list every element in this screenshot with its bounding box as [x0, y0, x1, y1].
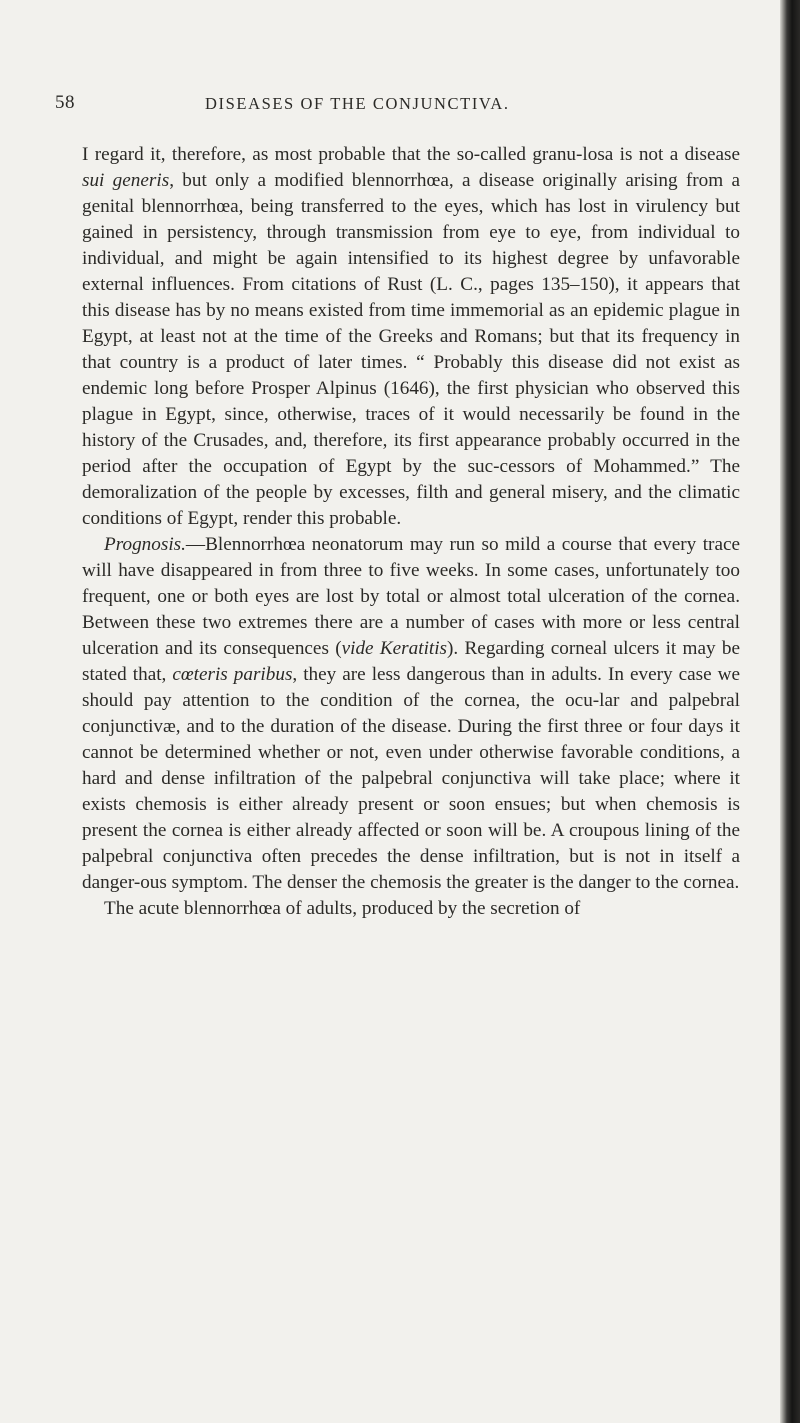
paragraph-1-text-a: I regard it, therefore, as most probable that the so-called granu-losa is not a disease [82, 144, 740, 165]
page-header [55, 92, 780, 122]
page-number: 58 [55, 92, 75, 113]
body-text [82, 142, 740, 922]
latin-term-sui-generis: sui generis [82, 170, 170, 191]
latin-term-ceteris-paribus: cœteris paribus [172, 664, 293, 685]
paragraph-2-text-b: —Blennorrhœa neonatorum may run so mild a course that every trace will have disappeared in from three to five weeks. In some cases, unfortunately too frequent, one or both eyes are lost by total or almost total ulceration of the cornea. Between these two extremes there are a number of cases with more or less central ulceration and its consequences ( [82, 534, 740, 659]
paragraph-2 [82, 532, 740, 896]
page-edge-shadow [780, 0, 800, 1423]
paragraph-2-text-f: , they are less dangerous than in adults. In every case we should pay attention to the condition of the cornea, the ocu-lar and palpebral conjunctivæ, and to the duration of the disease. During the first three or four days it cannot be determined whether or not, even under otherwise favorable conditions, a hard and dense infiltration of the palpebral conjunctiva will take place; where it exists chemosis is either already present or soon ensues; but when chemosis is present the cornea is either already affected or soon will be. A croupous lining of the palpebral conjunctiva often precedes the dense infiltration, but is not in itself a danger-ous symptom. The denser the chemosis the greater is the danger to the cornea. [82, 664, 740, 893]
paragraph-3 [82, 896, 740, 922]
running-title: DISEASES OF THE CONJUNCTIVA. [205, 94, 510, 113]
paragraph-1-text-c: , but only a modified blennorrhœa, a disease originally arising from a genital blennorrhœa, being transferred to the eyes, which has lost in virulency but gained in persistency, through transmission from eye to eye, from individual to individual, and might be again intensified to its highest degree by unfavorable external influences. From citations of Rust (L. C., pages 135–150), it appears that this disease has by no means existed from time immemorial as an epidemic plague in Egypt, at least not at the time of the Greeks and Romans; but that its frequency in that country is a product of later times. “ Probably this disease did not exist as endemic long before Prosper Alpinus (1646), the first physician who observed this plague in Egypt, since, otherwise, traces of it would necessarily be found in the history of the Crusades, and, therefore, its first appearance probably occurred in the period after the occupation of Egypt by the suc-cessors of Mohammed.” The demoralization of the people by excesses, filth and general misery, and the climatic conditions of Egypt, render this probable. [82, 170, 740, 529]
section-heading-prognosis: Prognosis. [104, 534, 186, 555]
cross-reference-keratitis: vide Keratitis [341, 638, 448, 659]
paragraph-3-text: The acute blennorrhœa of adults, produced by the secretion of [104, 898, 581, 919]
paragraph-2-text-d: ). Regarding corneal ulcers it may be stated that, [82, 638, 740, 685]
paragraph-1 [82, 142, 740, 532]
